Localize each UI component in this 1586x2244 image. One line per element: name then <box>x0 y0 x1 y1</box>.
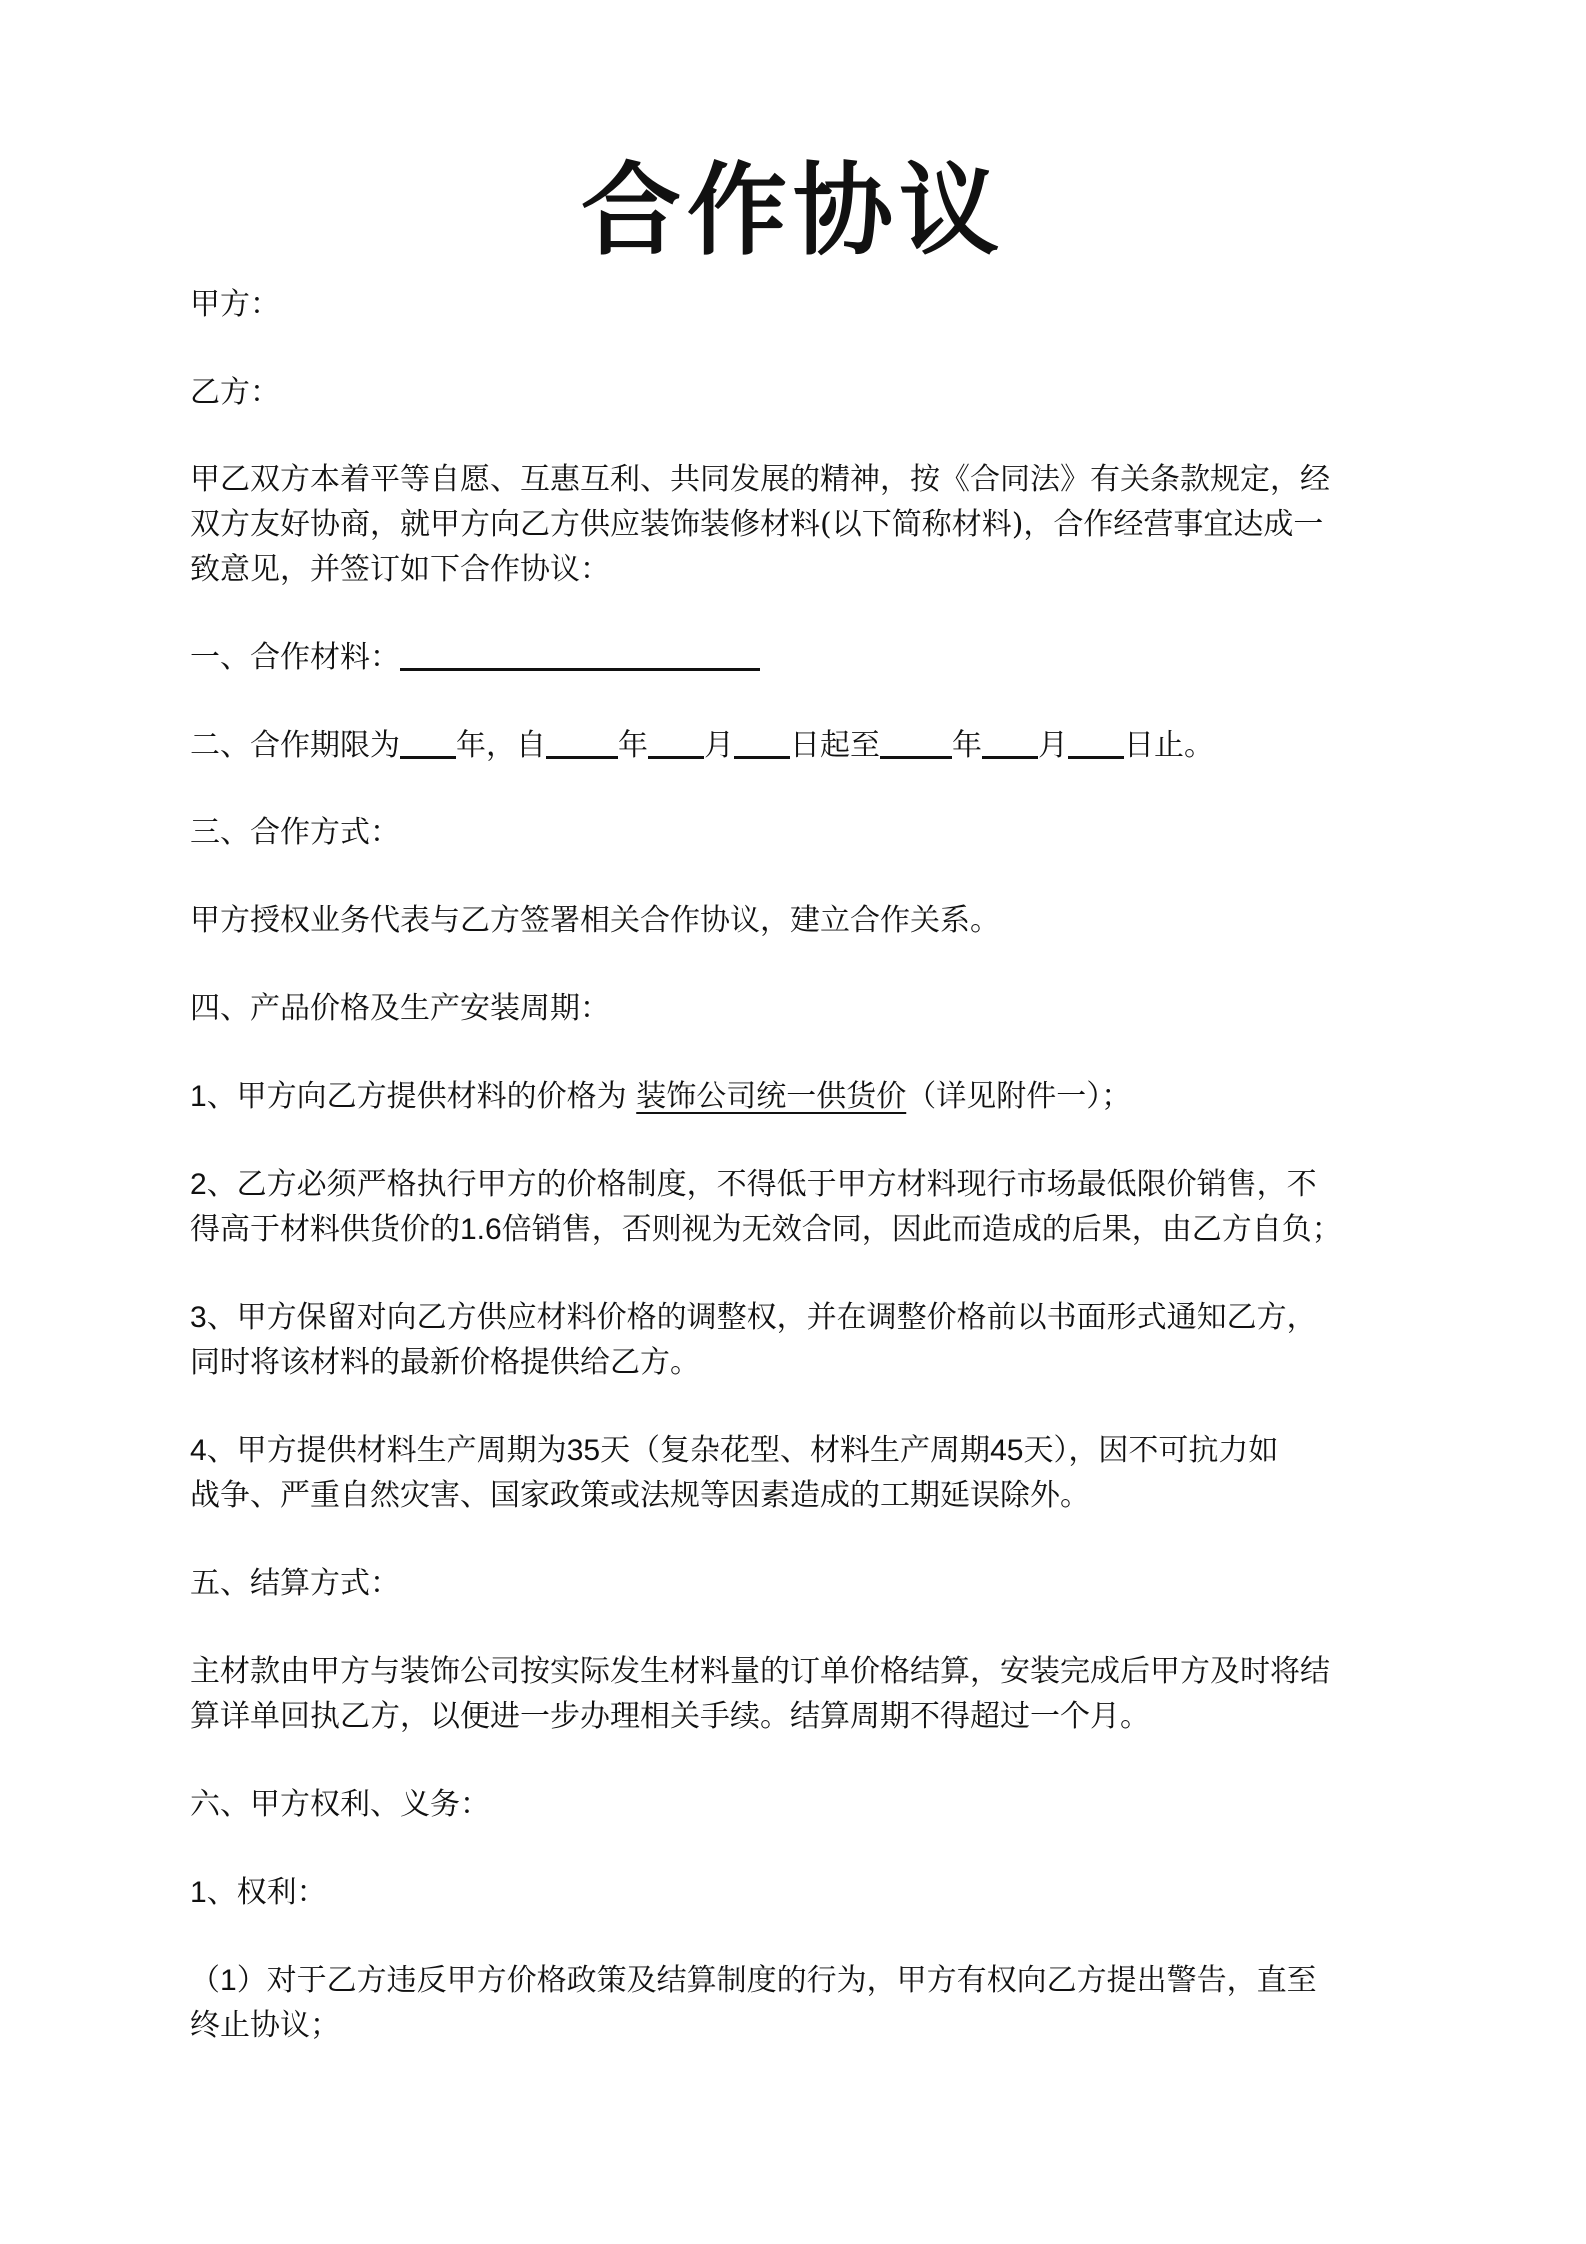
end-month-blank[interactable] <box>982 726 1038 759</box>
supply-price-underlined: 装饰公司统一供货价 <box>636 1079 907 1114</box>
paren-open: （ <box>190 1963 220 1998</box>
item-4-3-line-1 <box>190 1295 1410 1340</box>
item-4-4-line-2: 战争、严重自然灾害、国家政策或法规等因素造成的工期延误除外。 <box>190 1478 1090 1513</box>
start-day-label: 日起至 <box>790 728 880 763</box>
party-b-label: 乙方： <box>190 375 280 410</box>
item-4-1 <box>190 1074 1410 1119</box>
section-6-heading: 六、甲方权利、义务： <box>190 1787 490 1822</box>
item-4-2-text-1: 、乙方必须严格执行甲方的价格制度，不得低于甲方材料现行市场最低限价销售，不 <box>206 1167 1317 1202</box>
item-6-1-1-text-1: ）对于乙方违反甲方价格政策及结算制度的行为，甲方有权向乙方提出警告，直至 <box>236 1963 1317 1998</box>
section-3-heading: 三、合作方式： <box>190 815 400 850</box>
period-year-from-label: 年，自 <box>456 728 546 763</box>
item-6-1-text: 、权利： <box>206 1875 327 1910</box>
item-4-1-post: （详见附件一）； <box>906 1079 1132 1114</box>
section-3-text: 甲方授权业务代表与乙方签署相关合作协议，建立合作关系。 <box>190 903 1000 938</box>
document-title: 合作协议 <box>581 151 1005 269</box>
item-4-4-text-c: 天），因不可抗力如 <box>1023 1433 1279 1468</box>
section-1-cooperation-material <box>190 634 1410 680</box>
item-4-4-line-1 <box>190 1428 1410 1473</box>
complex-production-days: 45 <box>990 1434 1024 1467</box>
start-year-blank[interactable] <box>546 726 618 759</box>
end-month-label: 月 <box>1038 728 1068 763</box>
period-prefix: 二、合作期限为 <box>190 728 400 763</box>
intro-line-1: 甲乙双方本着平等自愿、互惠互利、共同发展的精神，按《合同法》有关条款规定，经 <box>190 462 1330 497</box>
material-blank-field[interactable] <box>400 638 760 671</box>
intro-line-3: 致意见，并签订如下合作协议： <box>190 552 610 587</box>
section-1-label: 一、合作材料： <box>190 640 400 675</box>
item-number: 3 <box>190 1301 207 1334</box>
section-5-text-line-1: 主材款由甲方与装饰公司按实际发生材料量的订单价格结算，安装完成后甲方及时将结 <box>190 1654 1330 1689</box>
item-6-1-1-line-1 <box>190 1958 1410 2003</box>
item-6-1-1-line-2: 终止协议； <box>190 2008 340 2043</box>
intro-line-2: 双方友好协商，就甲方向乙方供应装饰装修材料(以下简称材料)，合作经营事宜达成一 <box>190 507 1324 542</box>
item-4-2-text-2a: 得高于材料供货价的 <box>190 1212 460 1247</box>
end-day-label: 日止。 <box>1124 728 1214 763</box>
start-year-label: 年 <box>618 728 648 763</box>
item-number: 4 <box>190 1434 207 1467</box>
item-4-3-line-2: 同时将该材料的最新价格提供给乙方。 <box>190 1345 700 1380</box>
start-month-blank[interactable] <box>648 726 704 759</box>
item-4-3-text-1: 、甲方保留对向乙方供应材料价格的调整权，并在调整价格前以书面形式通知乙方， <box>206 1300 1317 1335</box>
item-4-4-text-b: 天（复杂花型、材料生产周期 <box>600 1433 991 1468</box>
item-4-2-text-2b: 倍销售，否则视为无效合同，因此而造成的后果，由乙方自负； <box>501 1212 1342 1247</box>
item-4-1-pre: 、甲方向乙方提供材料的价格为 <box>206 1079 637 1114</box>
party-a-label: 甲方： <box>190 287 280 322</box>
end-day-blank[interactable] <box>1068 726 1124 759</box>
start-day-blank[interactable] <box>734 726 790 759</box>
item-number: 1 <box>190 1080 207 1113</box>
item-4-2-line-1 <box>190 1162 1410 1207</box>
end-year-blank[interactable] <box>880 726 952 759</box>
section-4-heading: 四、产品价格及生产安装周期： <box>190 991 610 1026</box>
price-multiplier: 1.6 <box>460 1213 502 1246</box>
start-month-label: 月 <box>704 728 734 763</box>
item-6-1 <box>190 1870 1410 1915</box>
item-4-2-line-2 <box>190 1207 1410 1252</box>
section-2-cooperation-period <box>190 722 1410 768</box>
end-year-label: 年 <box>952 728 982 763</box>
item-4-4-text-a: 、甲方提供材料生产周期为 <box>206 1433 567 1468</box>
section-5-text-line-2: 算详单回执乙方，以便进一步办理相关手续。结算周期不得超过一个月。 <box>190 1699 1150 1734</box>
section-5-heading: 五、结算方式： <box>190 1566 400 1601</box>
years-count-blank[interactable] <box>400 726 456 759</box>
item-number: 2 <box>190 1168 207 1201</box>
production-days: 35 <box>566 1434 601 1467</box>
item-number: 1 <box>190 1876 207 1909</box>
sub-item-number: 1 <box>220 1964 237 1997</box>
